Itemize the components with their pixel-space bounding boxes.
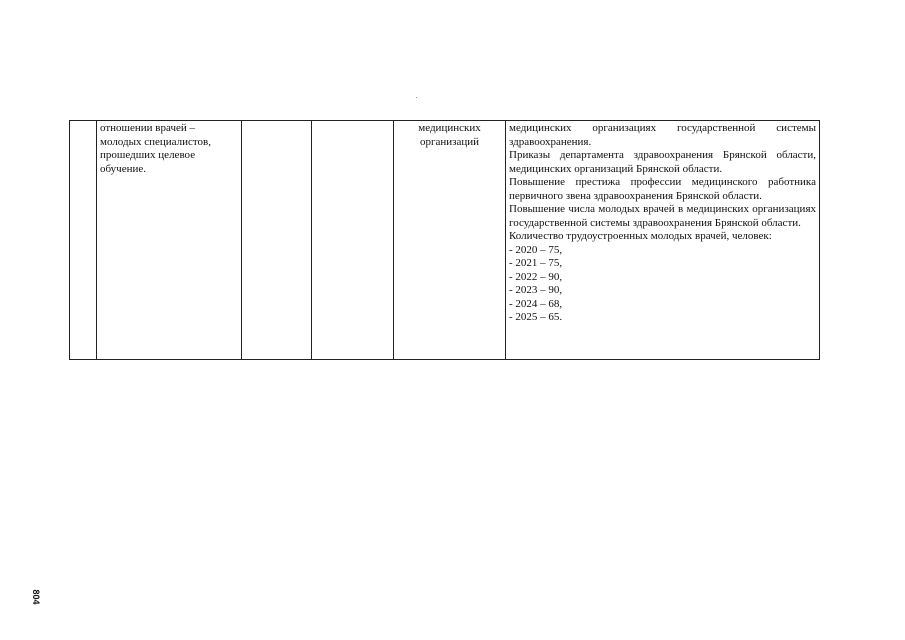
- cell-description: [97, 121, 242, 360]
- count-item: - 2025 – 65.: [509, 311, 563, 323]
- count-item: - 2022 – 90,: [509, 270, 563, 283]
- count-title: Количество трудоустроенных молодых врачей, человек:: [509, 230, 772, 242]
- count-item: - 2024 – 68,: [509, 297, 563, 310]
- result-paragraph: медицинских организациях государственной системы здравоохранения.: [509, 122, 816, 148]
- cell-end-date: [312, 121, 394, 360]
- result-paragraph: Повышение престижа профессии медицинского работника первичного звена здравоохранения Брянской области.: [509, 176, 816, 202]
- table-row: [70, 121, 820, 360]
- cell-start-date: [242, 121, 312, 360]
- page-number: 804: [31, 589, 41, 605]
- count-item: - 2023 – 90,: [509, 284, 563, 296]
- result-paragraph: Повышение числа молодых врачей в медицинских организациях государственной системы здравоохранения Брянской области.: [509, 203, 816, 229]
- description-line: молодых специалистов,: [100, 135, 211, 148]
- measures-table: [69, 120, 820, 360]
- scan-speck: [416, 97, 417, 98]
- cell-executor: [394, 121, 506, 360]
- cell-number: [70, 121, 97, 360]
- description-line: прошедших целевое: [100, 149, 196, 161]
- result-paragraph: Приказы департамента здравоохранения Брянской области, медицинских организаций Брянской области.: [509, 149, 816, 175]
- executor-line: организаций: [419, 135, 480, 148]
- cell-expected-result: [506, 121, 820, 360]
- count-item: - 2021 – 75,: [509, 257, 563, 269]
- description-line: обучение.: [100, 162, 146, 175]
- count-item: - 2020 – 75,: [509, 243, 563, 256]
- description-line: отношении врачей –: [100, 122, 195, 134]
- executor-line: медицинских: [418, 122, 481, 134]
